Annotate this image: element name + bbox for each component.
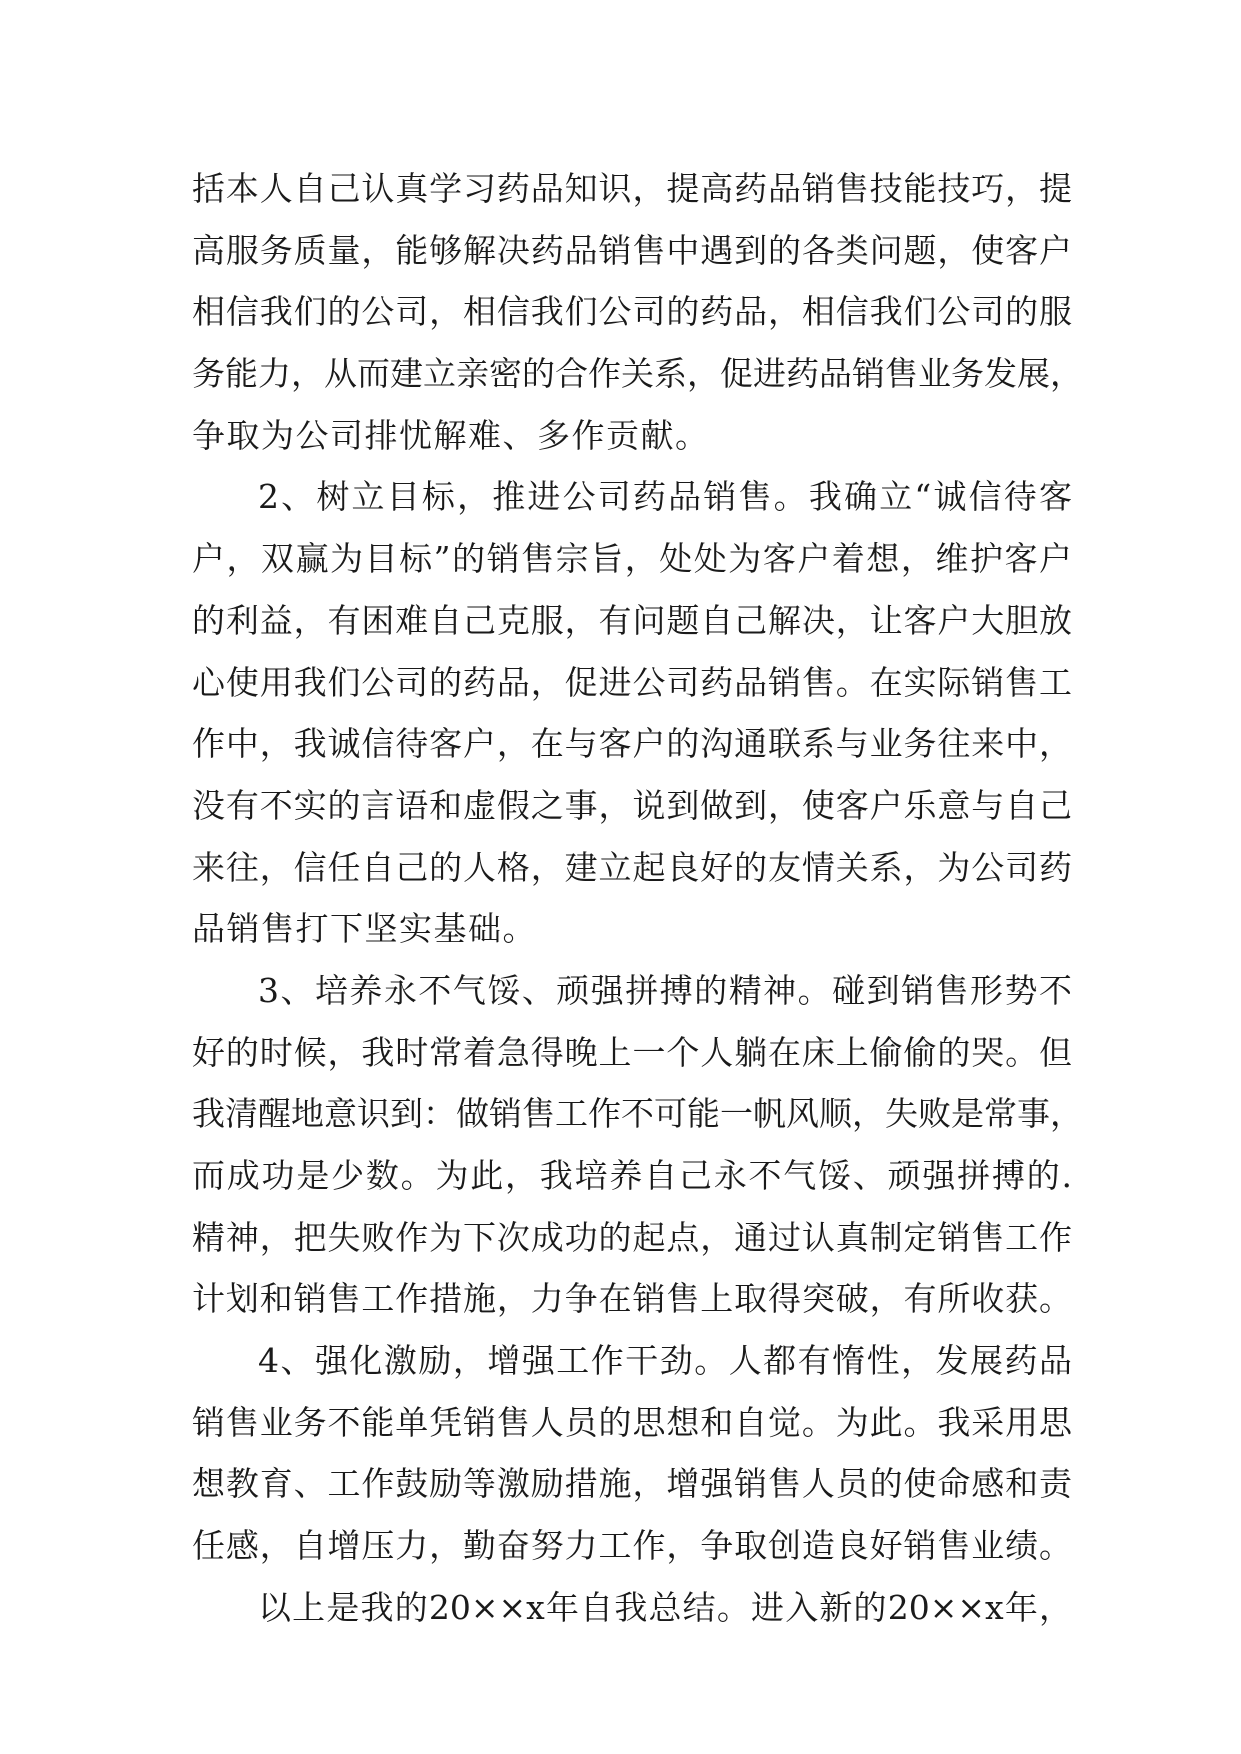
text-line: 好的时候，我时常着急得晚上一个人躺在床上偷偷的哭。但 — [192, 1032, 1072, 1072]
text-line: 没有不实的言语和虚假之事，说到做到，使客户乐意与自己 — [192, 785, 1072, 825]
text-line: 争取为公司排忧解难、多作贡献。 — [192, 415, 710, 455]
text-line: 而成功是少数。为此，我培养自己永不气馁、顽强拼搏的. — [192, 1156, 1072, 1195]
text-line: 高服务质量，能够解决药品销售中遇到的各类问题，使客户 — [192, 230, 1072, 270]
text-line: 户，双赢为目标”的销售宗旨，处处为客户着想，维护客户 — [192, 539, 1072, 579]
paragraph-start-line: 2、树立目标，推进公司药品销售。我确立“诚信待客 — [258, 477, 1072, 517]
text-line: 来往，信任自己的人格，建立起良好的友情关系，为公司药 — [192, 847, 1072, 887]
paragraph-start-line: 4、强化激励，增强工作干劲。人都有惰性，发展药品 — [258, 1341, 1072, 1381]
text-line: 心使用我们公司的药品，促进公司药品销售。在实际销售工 — [192, 662, 1072, 702]
text-line: 想教育、工作鼓励等激励措施，增强销售人员的使命感和责 — [192, 1464, 1072, 1504]
text-line: 销售业务不能单凭销售人员的思想和自觉。为此。我采用思 — [192, 1402, 1072, 1442]
text-line: 括本人自己认真学习药品知识，提高药品销售技能技巧，提 — [192, 169, 1072, 208]
text-line: 精神，把失败作为下次成功的起点，通过认真制定销售工作 — [192, 1217, 1072, 1257]
paragraph-start-line: 以上是我的20××x年自我总结。进入新的20××x年， — [258, 1587, 1072, 1627]
paragraph-start-line: 3、培养永不气馁、顽强拼搏的精神。碰到销售形势不 — [258, 970, 1072, 1010]
text-line: 作中，我诚信待客户，在与客户的沟通联系与业务往来中， — [192, 724, 1072, 764]
text-line: 的利益，有困难自己克服，有问题自己解决，让客户大胆放 — [192, 600, 1072, 640]
document-body — [192, 158, 1083, 1639]
text-line: 务能力，从而建立亲密的合作关系，促进药品销售业务发展， — [192, 354, 1083, 394]
text-line: 任感，自增压力，勤奋努力工作，争取创造良好销售业绩。 — [192, 1526, 1072, 1566]
text-line: 我清醒地意识到：做销售工作不可能一帆风顺，失败是常事， — [192, 1094, 1083, 1134]
text-line: 品销售打下坚实基础。 — [192, 909, 537, 949]
text-line: 相信我们的公司，相信我们公司的药品，相信我们公司的服 — [192, 292, 1072, 332]
text-line: 计划和销售工作措施，力争在销售上取得突破，有所收获。 — [192, 1279, 1072, 1319]
